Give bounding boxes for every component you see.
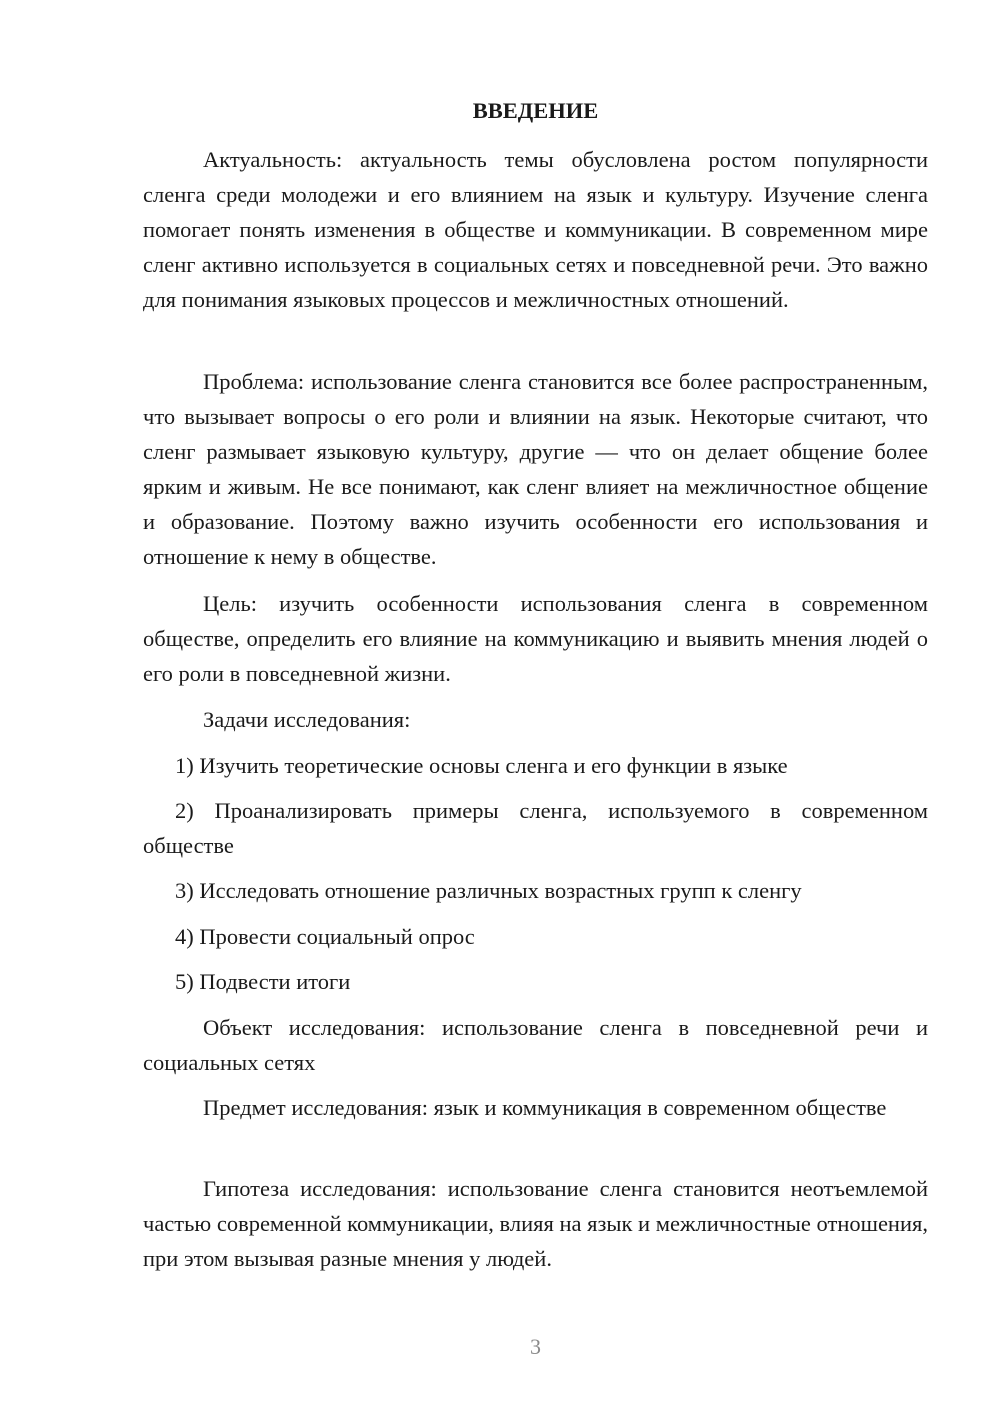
- task-item-4: 4) Провести социальный опрос: [175, 924, 475, 949]
- paragraph-goal: Цель: изучить особенности использования сленга в современном обществе, определить его влияние на коммуникацию и выявить мнения людей о его роли в повседневной жизни.: [143, 591, 928, 686]
- task-item-5: 5) Подвести итоги: [175, 969, 351, 994]
- paragraph-relevance: Актуальность: актуальность темы обусловлена ростом популярности сленга среди молодежи и его влиянием на язык и культуру. Изучение сленга помогает понять изменения в обществе и коммуникации. В современном мире сленг активно используется в социальных сетях и повседневной речи. Это важно для понимания языковых процессов и межличностных отношений.: [143, 147, 928, 312]
- tasks-heading: Задачи исследования:: [203, 707, 411, 732]
- paragraph-subject: Предмет исследования: язык и коммуникация в современном обществе: [203, 1095, 887, 1120]
- page-number: 3: [530, 1334, 541, 1359]
- task-item-2: 2) Проанализировать примеры сленга, используемого в современном обществе: [143, 798, 928, 858]
- paragraph-problem: Проблема: использование сленга становится все более распространенным, что вызывает вопросы о его роли и влиянии на язык. Некоторые считают, что сленг размывает языковую культуру, другие — что он делает общение более ярким и живым. Не все понимают, как сленг влияет на межличностное общение и образование. Поэтому важно изучить особенности его использования и отношение к нему в обществе.: [143, 369, 928, 569]
- paragraph-hypothesis: Гипотеза исследования: использование сленга становится неотъемлемой частью современной коммуникации, влияя на язык и межличностные отношения, при этом вызывая разные мнения у людей.: [143, 1176, 928, 1271]
- paragraph-object: Объект исследования: использование сленга в повседневной речи и социальных сетях: [143, 1015, 928, 1075]
- task-item-3: 3) Исследовать отношение различных возрастных групп к сленгу: [175, 878, 802, 903]
- task-item-1: 1) Изучить теоретические основы сленга и его функции в языке: [175, 753, 788, 778]
- page-title: ВВЕДЕНИЕ: [472, 98, 599, 123]
